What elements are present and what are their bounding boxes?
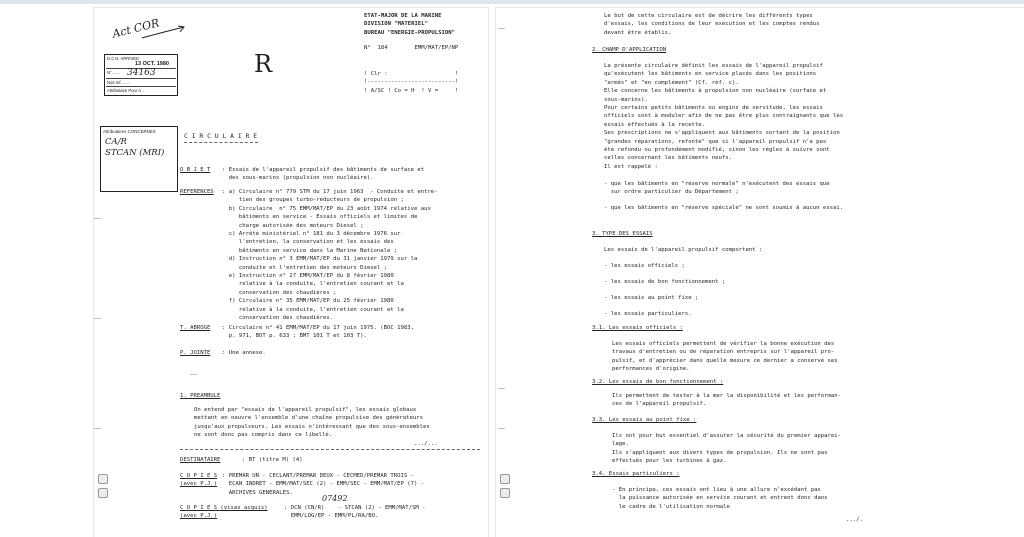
- stamp-date: 13 OCT. 1980: [135, 61, 169, 67]
- section-3-1-title: 3.1. Les essais officiels :: [592, 325, 683, 331]
- section-3-3-text: Ils ont pour but essentiel d'assurer la sécurité du premier apparei- lage. Ils s'appliquent aux divers types de propulsion. Ils ne sont pas effectués pour les turbines à gaz.: [612, 433, 842, 465]
- binder-hole-icon: [98, 488, 108, 498]
- stamp-line-5: Attributaires CONCERNES: [103, 129, 156, 134]
- section-2-bullet-1: - que les bâtiments en "réserve normale" n'exécutent des essais que sur ordre particulier du Département ;: [604, 181, 830, 196]
- copies-label: C O P I E S (avec P.J.): [180, 473, 218, 488]
- attributaires-box: [100, 126, 178, 192]
- stamp-line-2: N° ......: [107, 70, 120, 75]
- section-3-3-title: 3.3. Les essais au point fixe :: [592, 417, 697, 423]
- reference-number: N° 184 EMM/MAT/EP/NP: [364, 45, 459, 51]
- handwritten-letter: R: [254, 50, 273, 78]
- copies-visas-label: C O P I E S (visas acquis) (avec P.J.): [180, 505, 268, 520]
- section-2-title: 2. CHAMP D'APPLICATION: [592, 47, 667, 53]
- section-3-1-text: Les essais officiels permettent de vérifier la bonne exécution des travaux d'entretien ou de réparation entrepris sur l'appareil pro- pulsif, et d'apprécier dans quelle mesure ce dernier a conservé ses performances d'origine.: [612, 341, 838, 373]
- handwritten-box-text: CA/R STCAN (MRI): [105, 137, 165, 158]
- copies-handwritten-number: 07492: [322, 494, 348, 503]
- objet-text: : Essais de l'appareil propulsif des bâtiments de surface et des sous-marins (propulsion non nucléaire).: [222, 167, 425, 182]
- jointe-label: P. JOINTE: [180, 350, 211, 356]
- references-label: REFERENCES: [180, 189, 214, 195]
- jointe-text: : Une annexe.: [222, 350, 266, 356]
- section-3-4-title: 3.4. Essais particuliers :: [592, 471, 680, 477]
- document-type-title: C I R C U L A I R E: [184, 132, 258, 140]
- binder-hole-icon: [500, 488, 510, 498]
- destinataire-label: DESTINATAIRE: [180, 457, 221, 463]
- section-2-bullet-2: - que les bâtiments en "réserve spéciale" ne sont soumis à aucun essai.: [604, 205, 844, 211]
- destinataire-text: : BT (titre M) (4): [242, 457, 303, 463]
- stamp-line-1: D.C.N. ARRIVEE: [107, 56, 139, 61]
- stamp-handwritten-number: 34163: [127, 68, 156, 78]
- binder-hole-icon: [98, 474, 108, 484]
- section-3-4-text: - En principe, ces essais ont lieu à une allure n'excédant pas la puissance autorisée en service courant et entrent donc dans le cadre de l'utilisation normale: [612, 487, 828, 510]
- abroge-text: : Circulaire n° 41 EMM/MAT/EP du 17 juin 1975. (BOC 1983, p. 971, BOT p. 633 ; BMT 101 T et 103 T).: [222, 325, 414, 340]
- issuer-header: ETAT-MAJOR DE LA MARINE DIVISION "MATERIEL" BUREAU "ENERGIE-PROPULSION": [364, 13, 455, 36]
- document-page-2: [496, 8, 1024, 537]
- objet-label: O B J E T: [180, 167, 211, 173]
- section-3-title: 3. TYPE DES ESSAIS: [592, 231, 653, 237]
- section-3-2-title: 3.2. Les essais de bon fonctionnement :: [592, 379, 724, 385]
- binder-hole-icon: [500, 474, 510, 484]
- continued-marker: .../...: [414, 441, 438, 447]
- list-item: - les essais officiels ;: [604, 263, 685, 269]
- section-2-text: La présente circulaire définit les essais de l'appareil propulsif qu'exécutent les bâtiments en service placés dans les positions "armés" et "en complément" (Cf. réf. c). Elle concerne les bâtiments à propulsion non nucléaire (surface et sous-marins). Pour certains petits bâtiments ou engins de servitude, les essais officiels sont à moduler afin de ne pas être plus contraignants que les essais effectués à la recette. Ses prescriptions ne s'appliquent aux bâtiments sortant de la position "grandes réparations, refonte" que si l'appareil propulsif n'a pas été refondu ou profondément modifié, sinon les règles à suivre sont celles concernant les bâtiments neufs. Il est rappelé :: [604, 63, 844, 170]
- references-list: : a) Circulaire n° 779 STM du 17 juin 1963 - Conduite et entre- tien des groupes turbo-réducteurs de propulsion ; b) Circulaire n° 75 EMM/MAT/EP du 23 août 1974 relative aux bâtiments en service - Essais officiels et limites de charge autorisée des moteurs Diesel ; c) Arrêté ministériel n° 181 du 3 décembre 1976 sur l'entretien, la conservation et les essais des bâtiments en service dans la Marine Nationale ; d) Instruction n° 3 EMM/MAT/EP du 31 janvier 1979 sur la conduite et l'entretien des moteurs Diesel ; e) Instruction n° 27 EMM/MAT/EP du 8 février 1980 relative à la conduite, l'entretien courant et la conservation des chaudières ; f) Circulaire n° 35 EMM/MAT/EP du 25 février 1980 relative à la conduite, l'entretien courant et la conservation des chaudières.: [222, 189, 438, 322]
- classification-box: ! Clr : ! !--------------------------! ! A/SC ! Co = H ! V = !: [364, 71, 459, 94]
- abroge-label: T. ABROGE: [180, 325, 211, 331]
- continued-marker: .../.: [846, 517, 863, 523]
- arrow-icon: [140, 24, 188, 42]
- copies-text: : PREMAR UN - CECLANT/PREMAR DEUX - CECMED/PREMAR TROIS - ECAN INDRET - EMM/MAT/SEC (2) - EMM/SEC - EMM/MAT/EP (7) - ARCHIVES GENERALES.: [222, 473, 425, 496]
- section-3-2-text: Ils permettent de tester à la mer la disponibilité et les performan- ces de l'appareil propulsif.: [612, 393, 842, 408]
- stamp-line-3: Nos ref. ......: [107, 80, 130, 85]
- stamp-line-4: Attributaire Pour A...: [107, 88, 145, 93]
- arrival-stamp: [104, 54, 178, 96]
- viewer-top-bar: [0, 0, 1024, 4]
- list-item: - les essais au point fixe ;: [604, 295, 699, 301]
- document-page-1: [94, 8, 488, 537]
- list-item: - les essais de bon fonctionnement ;: [604, 279, 726, 285]
- copies-visas-text: : DCN (CN/R) - STCAN (2) - EMM/MAT/SM - EMM/LOG/EP - EMM/PL/RA/BO.: [284, 505, 426, 520]
- intro-text: Le but de cette circulaire est de décrire les différents types d'essais, les conditions de leur exécution et les comptes rendus devant être établis.: [604, 13, 820, 36]
- preambule-title: 1. PREAMBULE: [180, 393, 221, 399]
- list-item: - les essais particuliers.: [604, 311, 692, 317]
- section-3-intro: Les essais de l'appareil propulsif comportent :: [604, 247, 763, 253]
- handwritten-initials: Act COR: [111, 16, 161, 41]
- preambule-text: On entend par "essais de l'appareil propulsif", les essais globaux mettant en oeuvre l'ensemble d'une chaîne propulsive des générateurs jusqu'aux propulseurs. Les essais n'intéressant que des sous-ensembles ne sont donc pas compris dans ce libellé.: [194, 407, 430, 439]
